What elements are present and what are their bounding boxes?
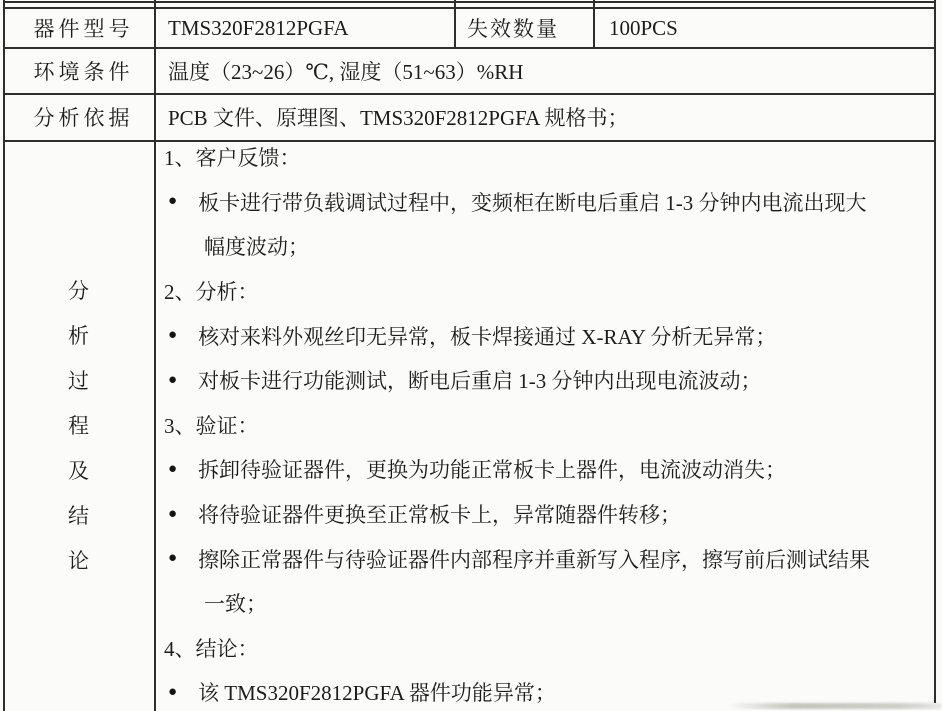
analysis-line-text: 3、验证： — [164, 413, 259, 438]
analysis-line — [156, 135, 934, 180]
bullet-icon: ● — [168, 550, 178, 567]
row2-label-env-condition: 环境条件 — [33, 59, 134, 84]
analysis-line-text: 板卡进行带负载调试过程中，变频柜在断电后重启 1-3 分钟内电流出现大 — [198, 190, 867, 215]
vertical-label-char: 分 — [68, 278, 89, 303]
row2-env-condition: 温度（23~26）℃, 湿度（51~63）%RH — [168, 59, 524, 84]
vertical-label-char: 论 — [68, 548, 89, 573]
row3-analysis-basis: PCB 文件、原理图、TMS320F2812PGFA 规格书； — [168, 106, 629, 130]
vertical-label-char: 及 — [68, 458, 89, 483]
analysis-line — [156, 581, 934, 626]
row3-label-analysis-basis: 分析依据 — [33, 106, 134, 130]
analysis-line-text: 4、结论： — [164, 636, 259, 661]
vertical-label-char: 过 — [68, 368, 89, 393]
analysis-content — [156, 135, 934, 711]
analysis-line — [156, 447, 934, 492]
table-border-top-outer — [3, 1, 936, 3]
analysis-line-text: 幅度波动； — [204, 235, 309, 260]
row1-label-part-model: 器件型号 — [33, 17, 134, 41]
row1-part-number: TMS320F2812PGFA — [168, 15, 349, 40]
analysis-line-text: 该 TMS320F2812PGFA 器件功能异常； — [198, 681, 556, 706]
analysis-line-text: 1、客户反馈： — [164, 146, 301, 171]
scan-artifact — [728, 703, 942, 709]
vertical-label-char: 析 — [68, 323, 89, 348]
analysis-line-text: 对板卡进行功能测试，断电后重启 1-3 分钟内出现电流波动； — [198, 369, 762, 394]
bullet-icon: ● — [168, 683, 178, 700]
analysis-line — [156, 492, 934, 537]
row4-label-analysis-process-and-conclusion — [3, 141, 154, 711]
bullet-icon: ● — [168, 505, 178, 522]
analysis-line — [156, 626, 934, 671]
analysis-line-text: 2、分析： — [164, 280, 259, 305]
analysis-line — [156, 269, 934, 314]
analysis-line-text: 擦除正常器件与待验证器件内部程序并重新写入程序，擦写前后测试结果 — [198, 547, 871, 572]
bullet-icon: ● — [168, 327, 178, 344]
analysis-line-text: 将待验证器件更换至正常板卡上，异常随器件转移； — [198, 503, 682, 528]
bullet-icon: ● — [168, 460, 178, 477]
vertical-label-char: 程 — [68, 413, 89, 438]
row1-failure-qty: 100PCS — [609, 15, 678, 40]
row1-label-failure-qty: 失效数量 — [467, 17, 559, 41]
analysis-line — [156, 536, 934, 581]
analysis-line-text: 核对来料外观丝印无异常，板卡焊接通过 X-RAY 分析无异常； — [198, 324, 777, 349]
analysis-line-text: 拆卸待验证器件，更换为功能正常板卡上器件，电流波动消失； — [198, 458, 787, 483]
analysis-line — [156, 180, 934, 225]
vertical-label-char: 结 — [68, 503, 89, 528]
analysis-line — [156, 224, 934, 269]
analysis-line-text: 一致； — [204, 592, 267, 617]
bullet-icon: ● — [168, 193, 178, 210]
analysis-line — [156, 313, 934, 358]
analysis-line — [156, 403, 934, 448]
bullet-icon: ● — [168, 371, 178, 388]
analysis-line — [156, 358, 934, 403]
